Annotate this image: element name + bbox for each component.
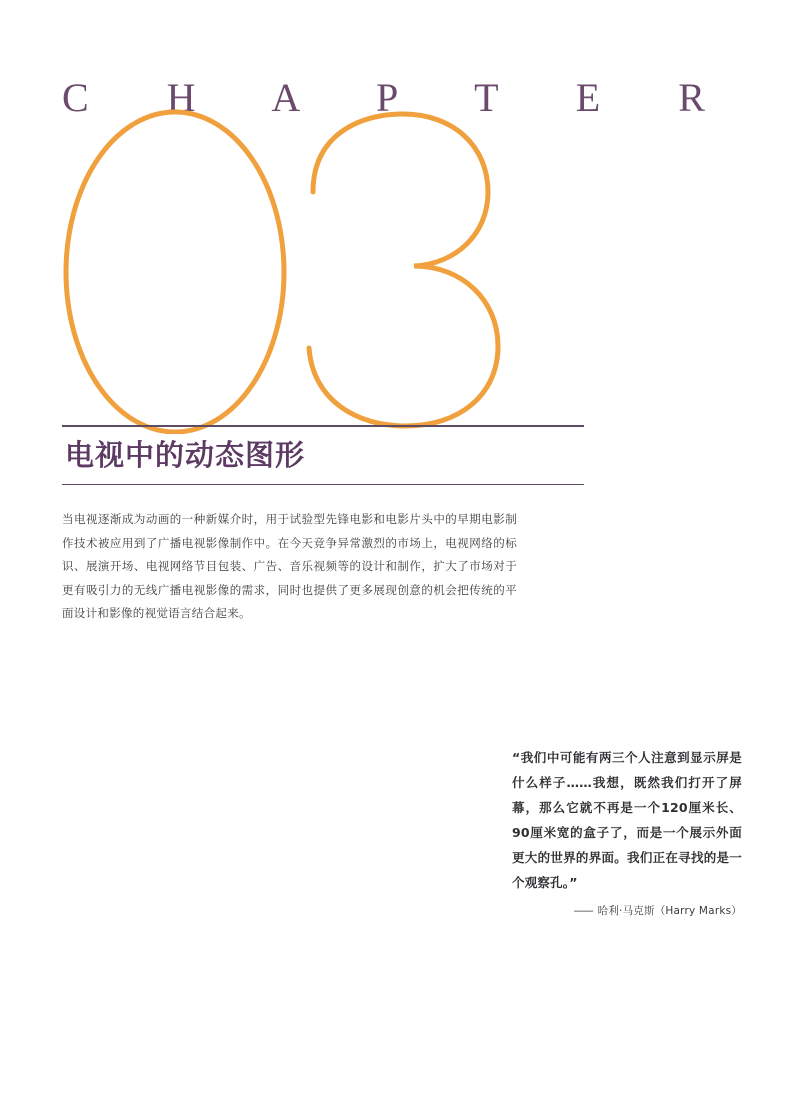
chapter-number-graphic — [58, 104, 518, 434]
chapter-label: C H A P T E R — [62, 75, 739, 120]
title-rule-top — [62, 425, 584, 427]
page-title: 电视中的动态图形 — [65, 438, 306, 472]
pull-quote-text: “我们中可能有两三个人注意到显示屏是什么样子……我想，既然我们打开了屏幕，那么它就不再是一个120厘米长、90厘米宽的盒子了，而是一个展示外面更大的世界的界面。我们正在寻找的是一个观察孔。” — [512, 750, 742, 890]
intro-paragraph: 当电视逐渐成为动画的一种新媒介时，用于试验型先锋电影和电影片头中的早期电影制作技术被应用到了广播电视影像制作中。在今天竞争异常激烈的市场上，电视网络的标识、展演开场、电视网络节目包装、广告、音乐视频等的设计和制作，扩大了市场对于更有吸引力的无线广播电视影像的需求，同时也提供了更多展现创意的机会把传统的平面设计和影像的视觉语言结合起来。 — [62, 512, 517, 621]
attribution-name: 哈利·马克斯（Harry Marks） — [597, 905, 742, 917]
digit-zero-shape — [66, 112, 284, 432]
pull-quote — [512, 745, 742, 918]
title-rule-bottom — [62, 484, 584, 485]
pull-quote-attribution — [512, 903, 742, 918]
digit-three-shape — [309, 114, 498, 426]
chapter-title-block — [62, 425, 584, 485]
attribution-dash: —— — [573, 905, 593, 917]
